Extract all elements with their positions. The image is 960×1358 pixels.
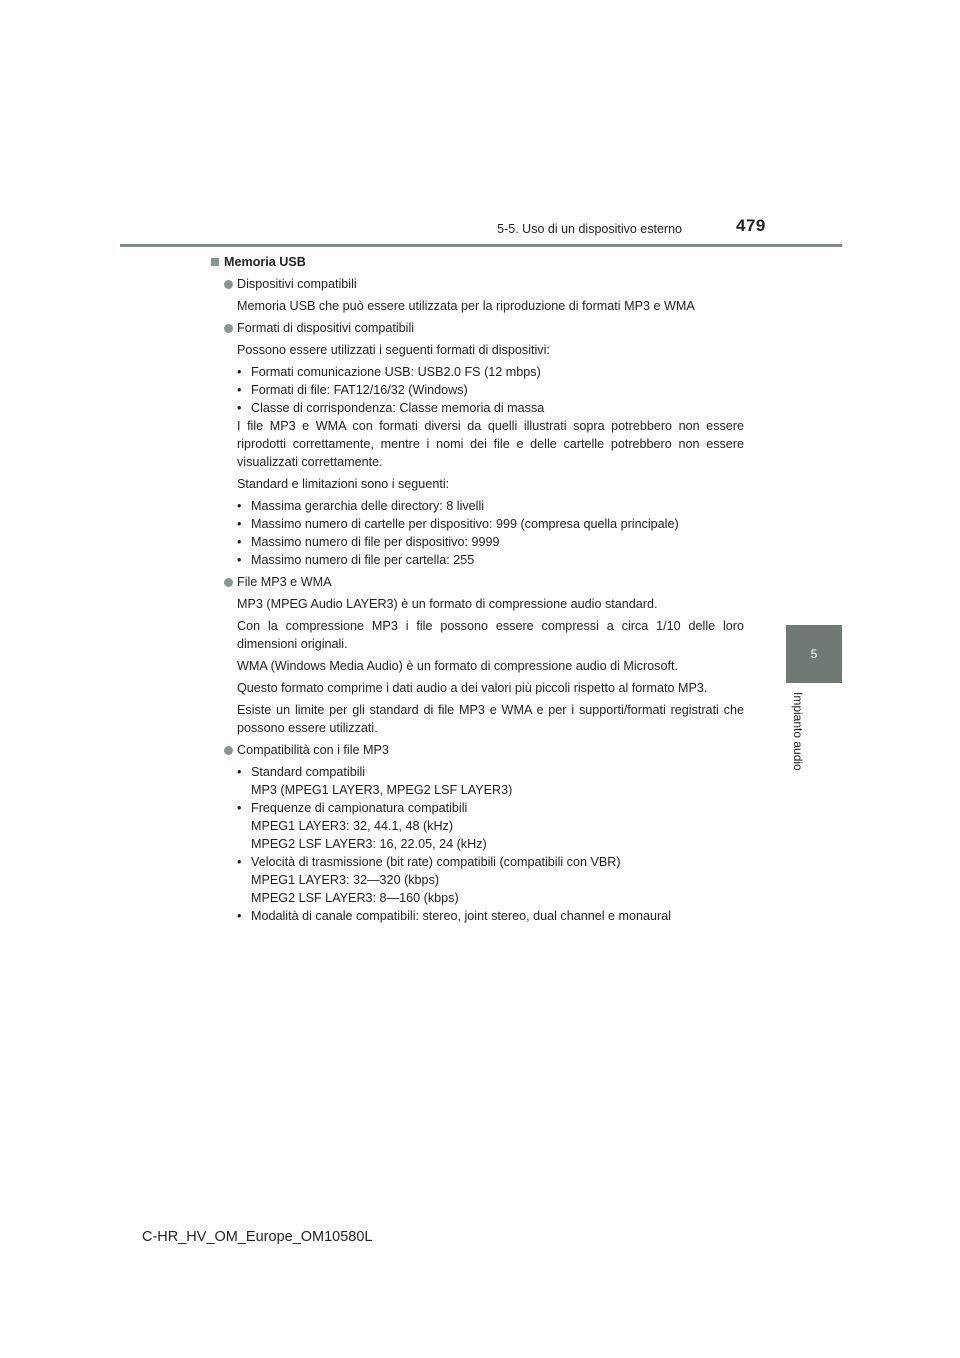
heading-text: Memoria USB: [224, 255, 306, 269]
chapter-side-label: Impianto audio: [791, 692, 805, 771]
list-item: • Formati comunicazione USB: USB2.0 FS (12 mbps): [237, 365, 541, 379]
list-item: • Massimo numero di cartelle per dispositivo: 999 (compresa quella principale): [237, 517, 679, 531]
page-number: 479: [736, 216, 766, 235]
subsection-title-text: Compatibilità con i file MP3: [237, 743, 389, 757]
list-item: • Velocità di trasmissione (bit rate) compatibili (compatibili con VBR): [237, 855, 621, 869]
paragraph: Con la compressione MP3 i file possono essere compressi a circa 1/10 delle loro dimensioni originali.: [237, 619, 744, 651]
subsection-title: [224, 275, 744, 293]
list-item: • Massimo numero di file per cartella: 255: [237, 553, 475, 567]
paragraph: WMA (Windows Media Audio) è un formato di compressione audio di Microsoft.: [237, 659, 678, 673]
list-item-text: Velocità di trasmissione (bit rate) compatibili (compatibili con VBR): [251, 855, 621, 869]
list-item-detail: MPEG2 LSF LAYER3: 16, 22.05, 24 (kHz): [251, 837, 487, 851]
list-item: • Frequenze di campionatura compatibili: [237, 801, 468, 815]
list-item-text: Massimo numero di file per cartella: 255: [251, 553, 475, 567]
list-item: • Modalità di canale compatibili: stereo, joint stereo, dual channel e monaural: [237, 909, 672, 923]
list-item: • Standard compatibili: [237, 765, 366, 779]
circle-bullet-icon: [224, 324, 233, 333]
circle-bullet-icon: [224, 578, 233, 587]
paragraph: Questo formato comprime i dati audio a dei valori più piccoli rispetto al formato MP3.: [237, 681, 708, 695]
section-heading: [211, 253, 744, 271]
list-item-text: Massimo numero di cartelle per dispositivo: 999 (compresa quella principale): [251, 517, 679, 531]
paragraph: MP3 (MPEG Audio LAYER3) è un formato di compressione audio standard.: [237, 597, 658, 611]
chapter-number: 5: [810, 647, 818, 661]
circle-bullet-icon: [224, 280, 233, 289]
list-item-text: Formati comunicazione USB: USB2.0 FS (12 mbps): [251, 365, 541, 379]
section-header-title: 5-5. Uso di un dispositivo esterno: [497, 222, 682, 236]
list-item-detail: MPEG1 LAYER3: 32—320 (kbps): [251, 873, 440, 887]
list-item: • Formati di file: FAT12/16/32 (Windows): [237, 383, 468, 397]
list-item-text: Standard compatibili: [251, 765, 366, 779]
list-item-text: Massima gerarchia delle directory: 8 livelli: [251, 499, 485, 513]
list-item-detail: MP3 (MPEG1 LAYER3, MPEG2 LSF LAYER3): [251, 783, 513, 797]
list-item: • Massimo numero di file per dispositivo: 9999: [237, 535, 500, 549]
list-item: • Massima gerarchia delle directory: 8 livelli: [237, 499, 485, 513]
paragraph: Esiste un limite per gli standard di file MP3 e WMA e per i supporti/formati registrati che possono essere utilizzati.: [237, 703, 744, 735]
list-item-text: Classe di corrispondenza: Classe memoria di massa: [251, 401, 545, 415]
circle-bullet-icon: [224, 746, 233, 755]
list-item-text: Formati di file: FAT12/16/32 (Windows): [251, 383, 468, 397]
paragraph: Possono essere utilizzati i seguenti formati di dispositivi:: [237, 343, 550, 357]
list-item-text: Frequenze di campionatura compatibili: [251, 801, 468, 815]
subsection-title-text: Dispositivi compatibili: [237, 277, 357, 291]
chapter-tab: [786, 625, 842, 683]
subsection-title-text: Formati di dispositivi compatibili: [237, 321, 415, 335]
subsection-title: [224, 573, 744, 591]
list-item-detail: MPEG2 LSF LAYER3: 8—160 (kbps): [251, 891, 459, 905]
paragraph-note: I file MP3 e WMA con formati diversi da quelli illustrati sopra potrebbero non essere riprodotti correttamente, mentre i nomi dei file e delle cartelle potrebbero non essere visualizzati correttamente.: [237, 419, 744, 469]
square-bullet-icon: [211, 258, 219, 266]
list-item-text: Modalità di canale compatibili: stereo, joint stereo, dual channel e monaural: [251, 909, 672, 923]
header-divider: [120, 244, 842, 247]
list-item-text: Massimo numero di file per dispositivo: 9999: [251, 535, 500, 549]
paragraph: Standard e limitazioni sono i seguenti:: [237, 477, 450, 491]
page-content: [211, 253, 744, 925]
paragraph: Memoria USB che può essere utilizzata per la riproduzione di formati MP3 e WMA: [237, 299, 695, 313]
subsection-title: [224, 319, 744, 337]
footer-doc-code: C-HR_HV_OM_Europe_OM10580L: [142, 1229, 373, 1245]
subsection-title: [224, 741, 744, 759]
list-item-detail: MPEG1 LAYER3: 32, 44.1, 48 (kHz): [251, 819, 454, 833]
list-item: • Classe di corrispondenza: Classe memoria di massa: [237, 401, 545, 415]
subsection-title-text: File MP3 e WMA: [237, 575, 332, 589]
